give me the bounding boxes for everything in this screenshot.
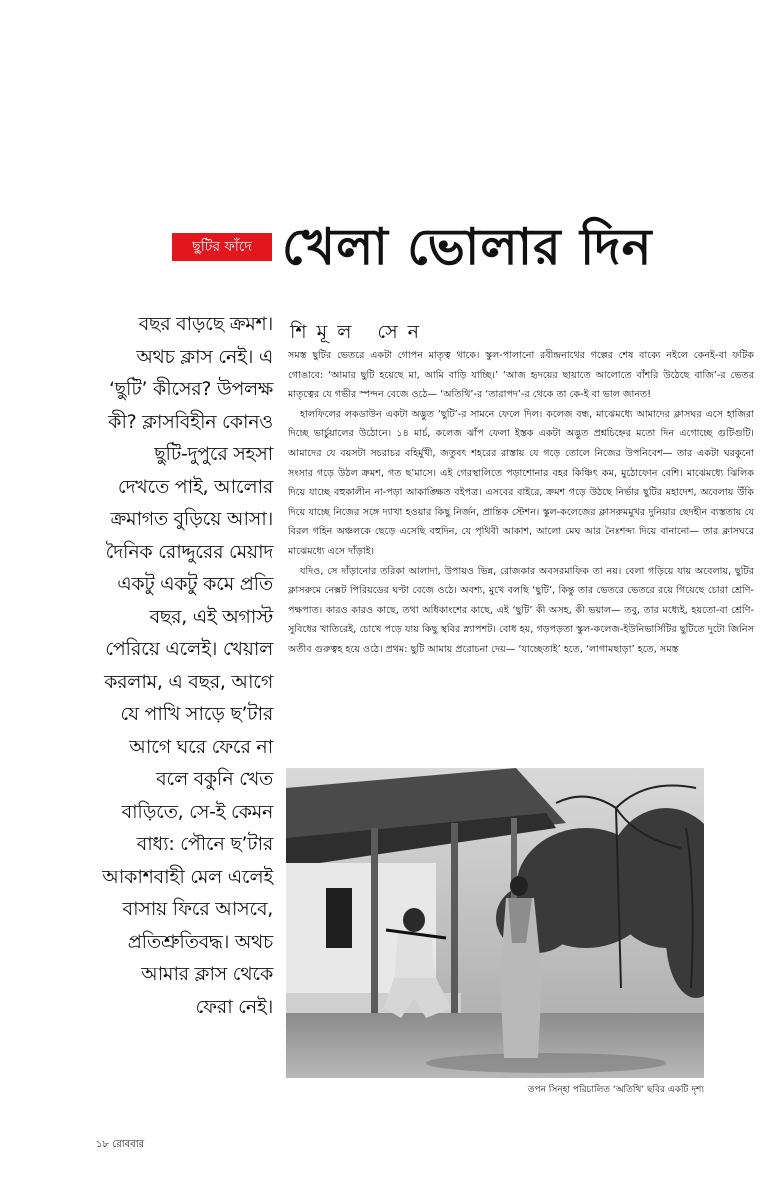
author-byline: শিমূল সেন bbox=[290, 321, 430, 343]
pull-quote bbox=[98, 308, 273, 1018]
pull-quote-line: দেখতে পাই, আলোর bbox=[117, 475, 273, 498]
pull-quote-line: বাড়িতে, সে-ই কেমন bbox=[121, 800, 273, 823]
pull-quote-line: ফেরা নেই। bbox=[195, 995, 273, 1018]
pull-quote-line: আমার ক্লাস থেকে bbox=[141, 963, 273, 985]
section-tag: ছুটির ফাঁদে bbox=[172, 233, 272, 261]
headline: খেলা ভোলার দিন bbox=[282, 218, 653, 276]
pull-quote-line: বছর বাড়ছে ক্রমশ। bbox=[138, 313, 273, 335]
pull-quote-line: যে পাখি সাড়ে ছ’টার bbox=[120, 703, 273, 725]
pull-quote-line: একটু একটু কমে প্রতি bbox=[117, 573, 273, 595]
film-still-photo bbox=[286, 768, 704, 1078]
pull-quote-line: পেরিয়ে এলেই। খেয়াল bbox=[105, 638, 273, 660]
article-paragraph: যদিও, সে দাঁড়ানোর তরিকা আলাদা, উপায়ও ভিন্ন, রোজকার অবসরমাফিক তা নয়। বেলা গড়িয়ে যায় অবেলায়, ছুটির ক্লাসরুমে নেক্সট পিরিয়ডের ঘণ্টা বেজে ওঠে। অবশ্য, মুখে বলছি ‘ছুটি’, কিন্তু তার ভেতরে ভেতরে রয়ে গিয়েছে চোরা শ্রেণি-পক্ষপাত। কারও কারও কাছে, তথা অধিকাংশের কাছে, এই ‘ছুটি’ কী অসহ, কী ভয়াল— তবু, তার মধ্যেই, হয়তো-বা শ্রেণি-সুবিধের খাতিরেই, চোখে পড়ে যায় কিছু স্থবির স্ন্যাপশট। বোধ হয়, গড়পড়তা স্কুল-কলেজ-ইউনিভার্সিটির ছুটিতে দুটো জিনিস অতীব গুরুত্বহ হয়ে ওঠে। প্রথম: ছুটি আমায় প্ররোচনা দেয়— ‘যাচ্ছেতাই’ হতে, ‘লাগামছাড়া’ হতে, সমস্ত bbox=[288, 565, 754, 655]
photo-caption: তপন সিন্হা পরিচালিত ‘অতিথি’ ছবির একটি দৃশ্য bbox=[527, 1085, 704, 1095]
article-paragraph: সমস্ত ছুটির ভেতরে একটা গোপন মাতৃত্ব থাকে। স্কুল-পালানো রবীন্দ্রনাথের গল্পের শেষ বাক্যে নইলে কেনই-বা ফটিক গোঙাবে: ‘আমার ছুটি হয়েছে মা, আমি বাড়ি যাচ্ছি।’ ‘আজ হৃদয়ের ছায়াতে আলোতে বাঁশরি উঠেছে বাজি’-র ভেতর মাতৃত্বের যে গভীর স্পন্দন বেজে ওঠে— ‘অতিথি’-র ‘তারাপদ’-র থেকে তা কে-ই বা ভাল জানত! bbox=[288, 350, 754, 401]
pull-quote-line: প্রতিশ্রুতিবদ্ধ। অথচ bbox=[127, 930, 273, 953]
page-folio: ১৮ রোববার bbox=[96, 1139, 145, 1150]
pull-quote-line: বাধ্য: পৌনে ছ’টার bbox=[136, 833, 273, 855]
pull-quote-line: ক্রমাগত বুড়িয়ে আসা। bbox=[110, 508, 273, 530]
pull-quote-line: ছুটি-দুপুরে সহসা bbox=[154, 443, 273, 465]
pull-quote-line: ‘ছুটি’ কীসের? উপলক্ষ bbox=[109, 378, 273, 400]
pull-quote-line: বছর, এই অগাস্ট bbox=[149, 605, 273, 628]
article-body bbox=[288, 346, 754, 746]
pull-quote-line: কী? ক্লাসবিহীন কোনও bbox=[108, 410, 273, 433]
pull-quote-line: আকাশবাহী মেল এলেই bbox=[102, 865, 273, 888]
pull-quote-line: বাসায় ফিরে আসবে, bbox=[122, 898, 273, 920]
pull-quote-line: দৈনিক রোদ্দুরের মেয়াদ bbox=[105, 540, 273, 563]
pull-quote-line: আগে ঘরে ফেরে না bbox=[129, 735, 273, 758]
pull-quote-line: বলে বকুনি খেত bbox=[156, 768, 273, 790]
pull-quote-line: অথচ ক্লাস নেই। এ bbox=[136, 345, 273, 368]
article-paragraph: হালফিলের লকডাউন একটা অদ্ভুত ‘ছুটি’-র সামনে ফেলে দিল। কলেজ বন্ধ, মাঝেমধ্যে আমাদের ক্লাসঘর এসে হাজিরা দিচ্ছে ভার্চুয়ালের উঠোনে। ১৪ মার্চ, কলেজ ঝাঁপ ফেলা ইস্তক একটা অদ্ভুত প্রশ্নচিহ্নের মতো দিন এগোচ্ছে গুটিগুটি। আমাদের যে বয়সটা সচরাচর বহির্মুখী, জতুবৎ শহরের রাস্তায় যে গড়ে তোলে নিজের উপনিবেশ— তার একটা ঘরকুনো সংসার গড়ে উঠল ক্রমশ, গত ছ’মাসে। এই গেরস্থালিতে পড়াশোনার বহর কিঞ্চিৎ কম, মুঠোফোন বেশি। মাঝেমধ্যে ঝিলিক দিয়ে যাচ্ছে বহুকালীন না-পড়া আকাঙ্ক্ষিত বইপত্র। এসবের বাইরে, ক্রমশ গড়ে উঠছে নির্ভার ছুটির মহাদেশ, অবেলায় উঁকি দিয়ে যাচ্ছে নিজের সঙ্গে দ্যাখা হওয়ার কিছু নির্জন, প্রান্তিক স্টেশন। স্কুল-কলেজের ক্লাসরুমমুখর দুনিয়ার ছেদহীন ব্যস্ততায় যে বিরল গহিন অঞ্চলকে ছেড়ে এসেছি বহুদিন, যে পৃথিবী আকাশ, আলো মেঘ আর নৈঃশব্দ্য দিয়ে বানানো— তার ক্লাসঘরে মাঝেমধ্যে এসে দাঁড়াই। bbox=[288, 408, 754, 557]
pull-quote-line: করলাম, এ বছর, আগে bbox=[104, 670, 273, 693]
